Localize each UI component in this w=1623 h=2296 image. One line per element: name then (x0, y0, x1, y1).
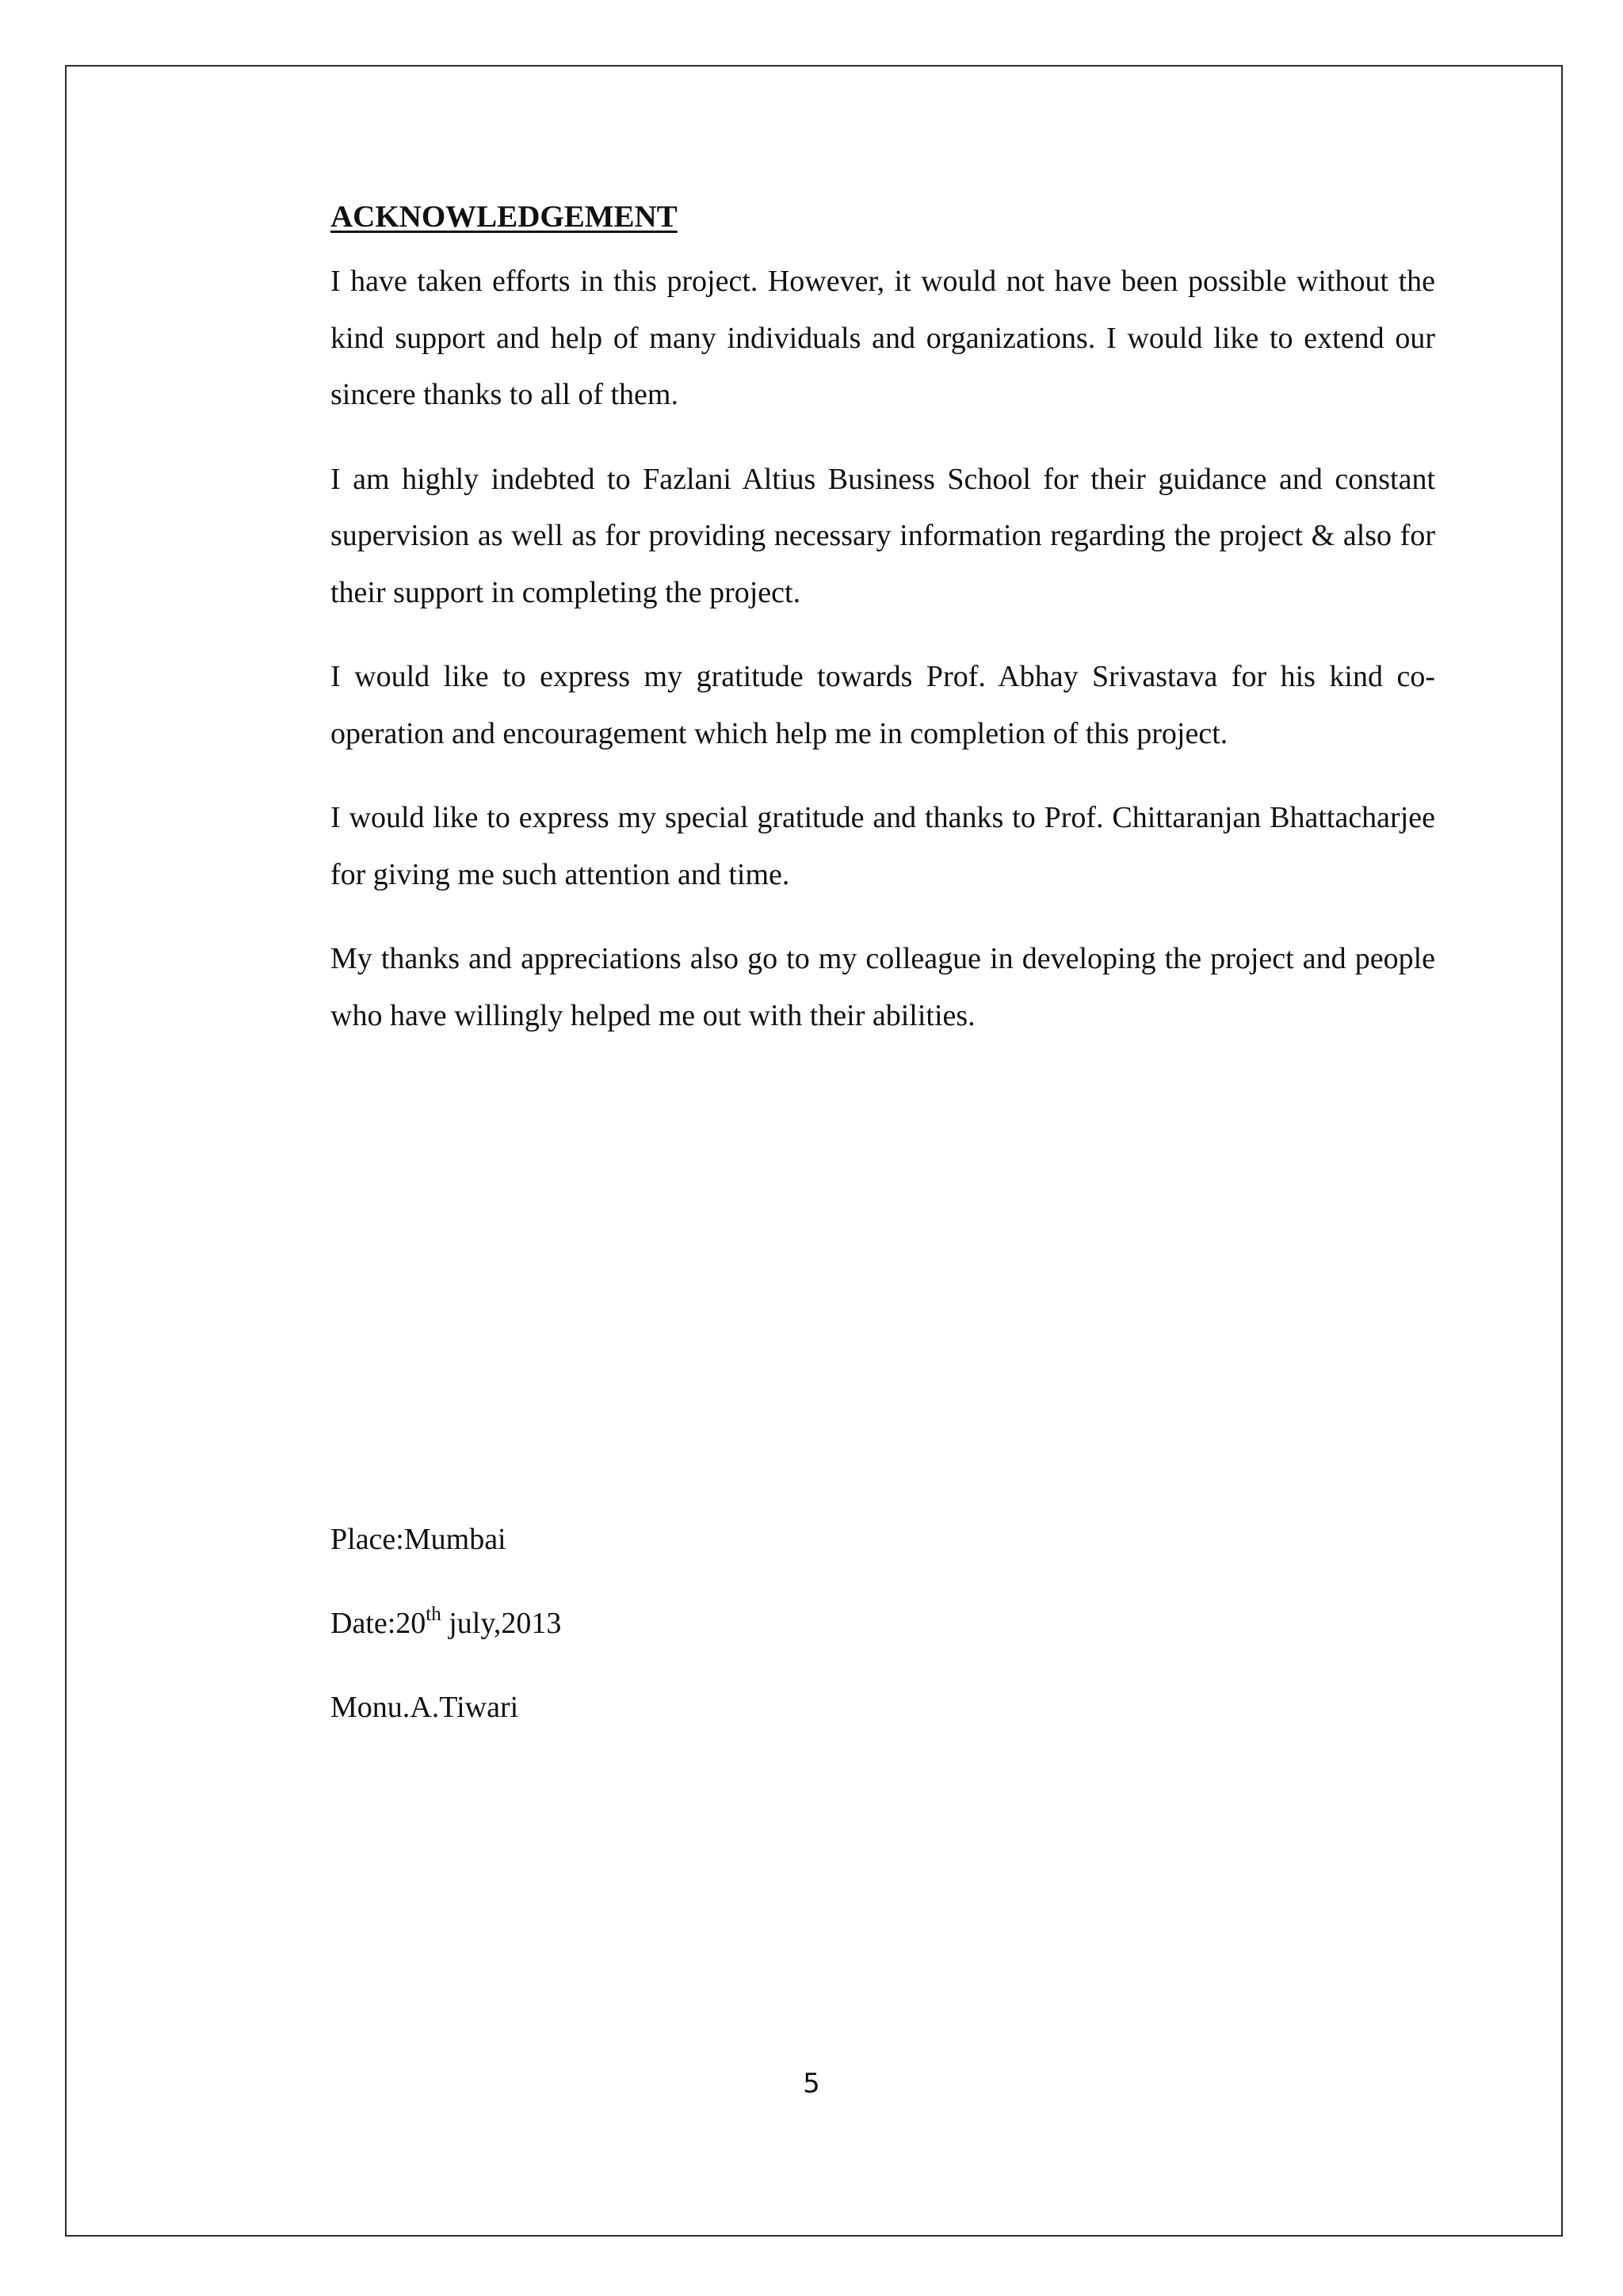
date-prefix: Date:20 (330, 1607, 426, 1640)
date-suffix: july,2013 (441, 1607, 562, 1640)
signoff-place: Place:Mumbai (330, 1523, 506, 1556)
signoff-date (330, 1604, 561, 1643)
signoff-name: Monu.A.Tiwari (330, 1691, 519, 1724)
acknowledgement-body (330, 196, 1435, 1072)
page-number: 5 (803, 2068, 820, 2100)
paragraph-intro: I have taken efforts in this project. However, it would not have been possible without the kind support and help of many individuals and organizations. I would like to extend our sincere thanks to all of them. (330, 265, 1435, 411)
paragraph-colleagues: My thanks and appreciations also go to my colleague in developing the project and people who have willingly helped me out with their abilities. (330, 942, 1435, 1032)
page-title: ACKNOWLEDGEMENT (330, 200, 678, 234)
paragraph-institution: I am highly indebted to Fazlani Altius Business School for their guidance and constant supervision as well as for providing necessary information regarding the project & also for their support in completing the project. (330, 462, 1435, 609)
paragraph-guide: I would like to express my gratitude towards Prof. Abhay Srivastava for his kind co-operation and encouragement which help me in completion of this project. (330, 660, 1435, 750)
paragraph-special-thanks: I would like to express my special gratitude and thanks to Prof. Chittaranjan Bhattacharjee for giving me such attention and time. (330, 801, 1435, 891)
date-superscript: th (426, 1604, 441, 1625)
